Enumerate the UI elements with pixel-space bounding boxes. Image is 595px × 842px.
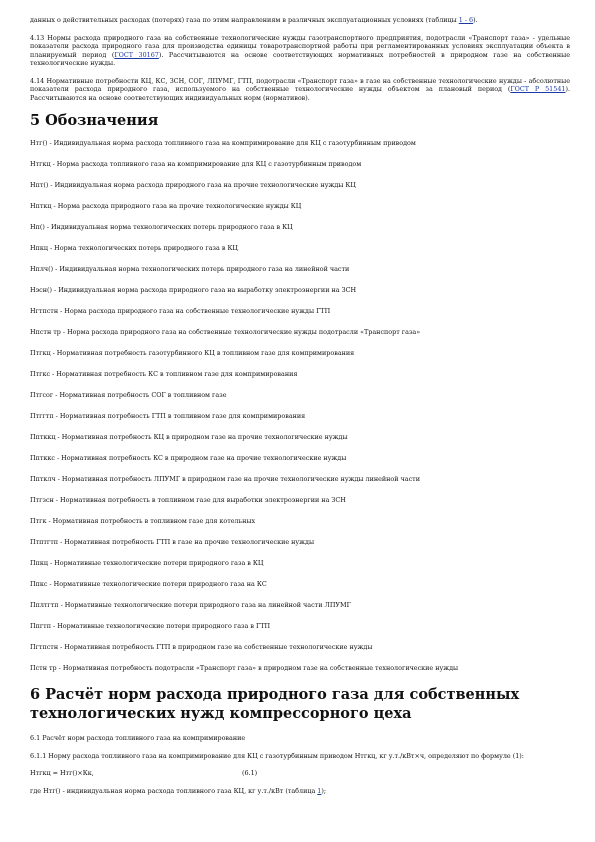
- formula-number: (6.1): [242, 768, 258, 777]
- designation-item: Нтгкц - Норма расхода топливного газа на компримирование для КЦ с газотурбинным приводом: [30, 160, 362, 169]
- designation-item: Пплтгтп - Нормативные технологические потери природного газа на линейной части ЛПУМГ: [30, 601, 351, 610]
- designation-item: Ппкц - Нормативные технологические потери природного газа в КЦ: [30, 559, 264, 568]
- designation-item: Птгкц - Нормативная потребность газотурбинного КЦ в топливном газе для компримирования: [30, 349, 355, 358]
- tables-link[interactable]: 1 - 6: [458, 16, 474, 24]
- formula-expression: Нтгкц = Нтг()×Кк,: [30, 768, 94, 777]
- designation-item: Нгтпстн - Норма расхода природного газа на собственные технологические нужды ГТП: [30, 307, 331, 316]
- designation-item: Птгкс - Нормативная потребность КС в топливном газе для компримирования: [30, 370, 298, 379]
- gost-r-51541-link[interactable]: ГОСТ Р 51541: [510, 85, 566, 94]
- designation-item: Птггтп - Нормативная потребность ГТП в топливном газе для компримирования: [30, 412, 306, 421]
- designation-item: Пгтпстн - Нормативная потребность ГТП в природном газе на собственные технологические нужды: [30, 643, 373, 652]
- intro-text: данных о действительных расходах (потерях) газа по этим направлениям в различных эксплуатационных условиях (таблицы: [30, 16, 459, 24]
- designation-item: Пптккц - Нормативная потребность КЦ в природном газе на прочие технологические нужды: [30, 433, 348, 442]
- paragraph-6-1-1: 6.1.1 Норму расхода топливного газа на компримирование для КЦ с газотурбинным приводом Нтгкц, кг у.т./кВт×ч, определяют по формуле (1):: [30, 751, 524, 760]
- p413-text: 4.13 Нормы расхода природного газа на собственные технологические нужды газотранспортного предприятия, подотрасли «Транспорт газа» - удельные показатели расхода природного газа для производства единицы товаротранспортной работы при регламентированных условиях эксплуатации объекта в планируемый период (: [30, 33, 570, 59]
- paragraph-4-13: [30, 34, 570, 68]
- designation-item: Ппкс - Нормативные технологические потери природного газа на КС: [30, 580, 267, 589]
- designation-item: Нтг() - Индивидуальная норма расхода топливного газа на компримирование для КЦ с газотурбинным приводом: [30, 139, 416, 148]
- section-6-heading: 6 Расчёт норм расхода природного газа для собственных технологических нужд компрессорного цеха: [30, 686, 520, 723]
- document-page: [30, 16, 570, 804]
- p414-text-end: ). Рассчитываются на основе соответствующих индивидуальных норм (нормативов).: [30, 85, 570, 102]
- designation-item: Нп() - Индивидуальная норма технологических потерь природного газа в КЦ: [30, 223, 293, 232]
- p413-text-end: ). Рассчитываются на основе соответствующих нормативных потребностей в природном газе на собственные технологические нужды.: [30, 50, 571, 68]
- formula-6-1: [30, 769, 570, 777]
- paragraph-4-14: [30, 77, 570, 103]
- designation-item: Птгсог - Нормативная потребность СОГ в топливном газе: [30, 391, 227, 400]
- designation-item: Пстн тр - Нормативная потребность подотрасли «Транспорт газа» в природном газе на собственные технологические нужды: [30, 664, 459, 673]
- designation-item: Птптгтп - Нормативная потребность ГТП в газе на прочие технологические нужды: [30, 538, 315, 547]
- gost-30167-link[interactable]: ГОСТ 30167: [114, 50, 159, 59]
- designation-item: Пптклч - Нормативная потребность ЛПУМГ в природном газе на прочие технологические нужды линейной части: [30, 475, 420, 484]
- designation-item: Нплч() - Индивидуальная норма технологических потерь природного газа на линейной части: [30, 265, 350, 274]
- table-1-link[interactable]: 1: [317, 787, 322, 796]
- designation-item: Нпткц - Норма расхода природного газа на прочие технологические нужды КЦ: [30, 202, 302, 211]
- section-5-heading: 5 Обозначения: [30, 112, 159, 130]
- designation-item: Нэсн() - Индивидуальная норма расхода природного газа на выработку электроэнергии на ЗСН: [30, 286, 357, 295]
- designation-item: Нпкц - Норма технологических потерь природного газа в КЦ: [30, 244, 238, 253]
- where-paragraph: [30, 787, 570, 796]
- where-text-end: );: [321, 787, 327, 796]
- designation-item: Нпстн тр - Норма расхода природного газа на собственные технологические нужды подотрасли «Транспорт газа»: [30, 328, 421, 337]
- designation-item: Пптккс - Нормативная потребность КС в природном газе на прочие технологические нужды: [30, 454, 347, 463]
- paragraph-6-1: 6.1 Расчёт норм расхода топливного газа на компримирование: [30, 734, 246, 743]
- p414-text: 4.14 Нормативные потребности КЦ, КС, ЗСН, СОГ, ЛПУМГ, ГТП, подотрасли «Транспорт газа» в газе на собственные технологические нужды - абсолютные показатели расхода природного газа, используемого на собственные технологические нужды объектом за плановый период (: [30, 76, 570, 94]
- intro-text-end: ).: [473, 16, 478, 24]
- designation-item: Ппгтп - Нормативные технологические потери природного газа в ГТП: [30, 622, 271, 631]
- designation-item: Птгк - Нормативная потребность в топливном газе для котельных: [30, 517, 256, 526]
- designation-item: Птгзсн - Нормативная потребность в топливном газе для выработки электроэнергии на ЗСН: [30, 496, 346, 505]
- where-text: где Нтг() - индивидуальная норма расхода топливного газа КЦ, кг у.т./кВт (таблица: [30, 787, 318, 796]
- designation-item: Нпт() - Индивидуальная норма расхода природного газа на прочие технологические нужды КЦ: [30, 181, 356, 190]
- intro-paragraph: [30, 16, 570, 25]
- designations-list: [30, 139, 570, 672]
